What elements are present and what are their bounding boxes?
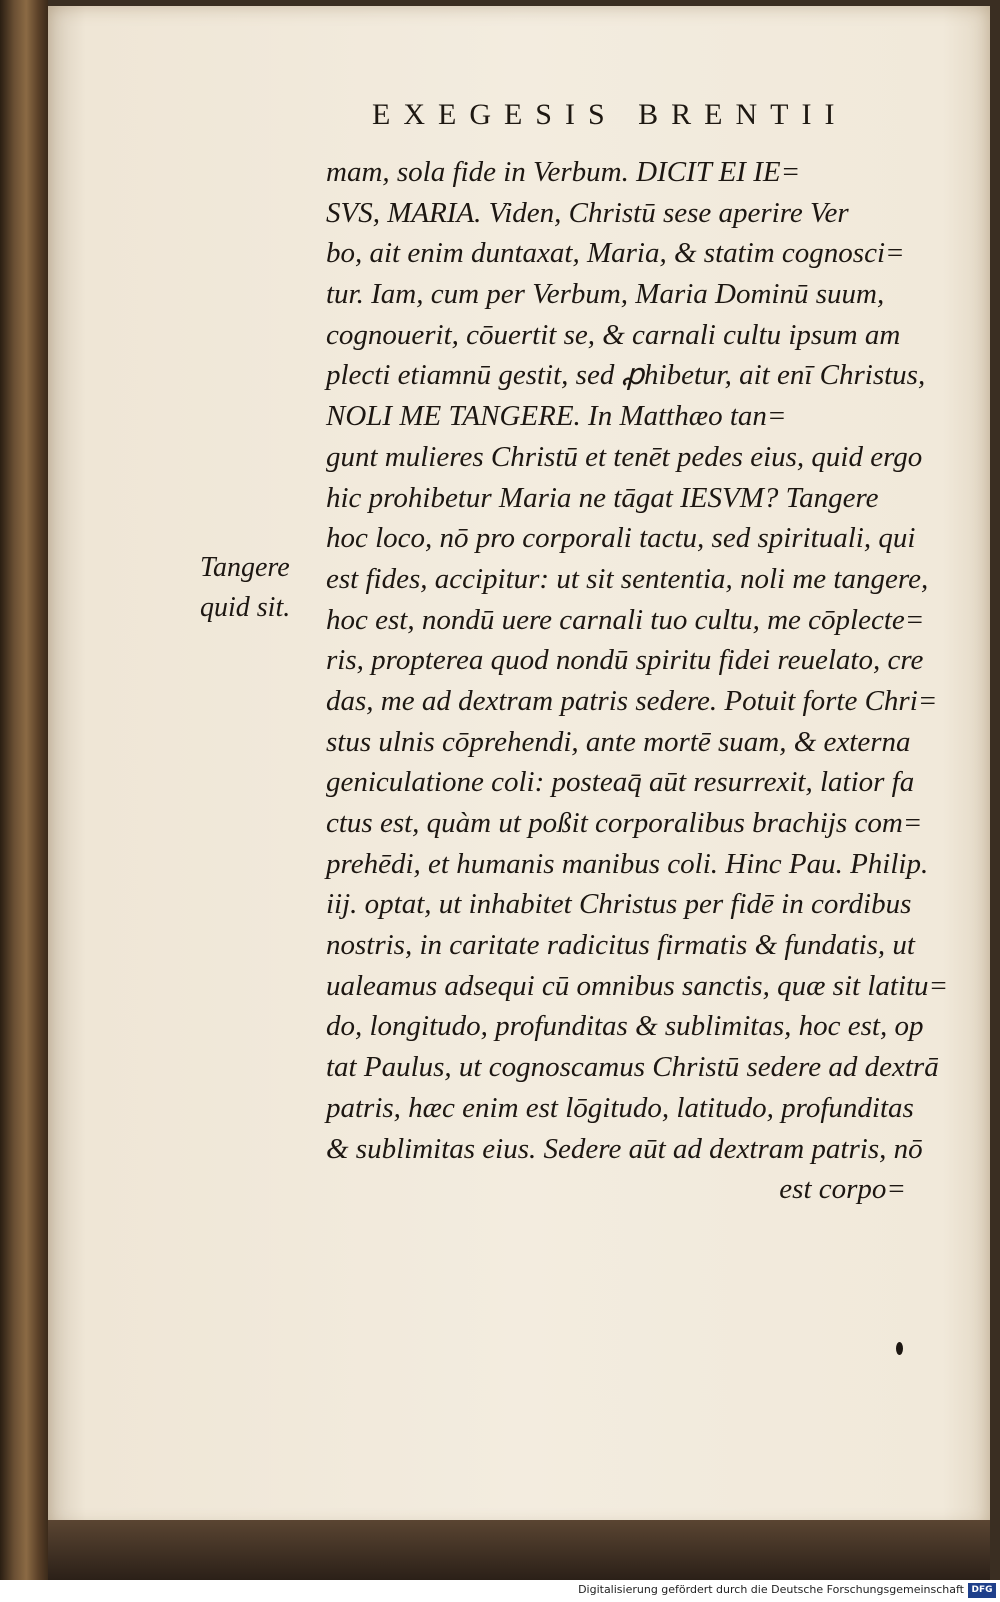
text-line: patris, hæc enim est lōgitudo, latitudo, profunditas bbox=[326, 1091, 914, 1124]
text-line: stus ulnis cōprehendi, ante mortē suam, & externa bbox=[326, 725, 911, 758]
text-line: tat Paulus, ut cognoscamus Christū sedere ad dextrā bbox=[326, 1051, 939, 1084]
text-line: NOLI ME TANGERE. In Matthæo tan= bbox=[326, 400, 787, 433]
footer-credit: Digitalisierung gefördert durch die Deutsche Forschungsgemeinschaft bbox=[578, 1583, 964, 1596]
catchword-line: est corpo= bbox=[779, 1173, 906, 1206]
text-line: cognouerit, cōuertit se, & carnali cultu ipsum am bbox=[326, 318, 901, 351]
text-line: prehēdi, et humanis manibus coli. Hinc Pau. Philip. bbox=[326, 847, 929, 880]
text-line: geniculatione coli: posteaq̄ aūt resurrexit, latior fa bbox=[326, 766, 915, 799]
footer-bar bbox=[0, 1580, 1000, 1602]
text-line: & sublimitas eius. Sedere aūt ad dextram patris, nō bbox=[326, 1132, 923, 1165]
page-bottom-shadow bbox=[48, 1520, 990, 1580]
text-line: hic prohibetur Maria ne tāgat IESVM? Tangere bbox=[326, 481, 879, 514]
text-line: tur. Iam, cum per Verbum, Maria Dominū suum, bbox=[326, 278, 885, 311]
ink-speck bbox=[896, 1342, 903, 1355]
text-line: mam, sola fide in Verbum. DICIT EI IE= bbox=[326, 156, 801, 188]
text-line: ris, propterea quod nondū spiritu fidei reuelato, cre bbox=[326, 644, 924, 677]
text-line: ualeamus adsequi cū omnibus sanctis, quæ sit latitu= bbox=[326, 969, 949, 1002]
text-line: est fides, accipitur: ut sit sententia, noli me tangere, bbox=[326, 562, 929, 595]
text-line: plecti etiamnū gestit, sed ꝓhibetur, ait enī Christus, bbox=[326, 359, 926, 392]
text-line: SVS, MARIA. Viden, Christū sese aperire Ver bbox=[326, 196, 849, 229]
margin-note-line: Tangere bbox=[200, 552, 290, 583]
margin-note-line: quid sit. bbox=[200, 592, 291, 623]
margin-note bbox=[200, 548, 320, 628]
text-line: iij. optat, ut inhabitet Christus per fidē in cordibus bbox=[326, 888, 912, 921]
dfg-logo-icon[interactable]: DFG bbox=[968, 1583, 996, 1598]
text-line: gunt mulieres Christū et tenēt pedes eius, quid ergo bbox=[326, 440, 923, 473]
body-text bbox=[326, 152, 966, 1210]
text-line: hoc loco, nō pro corporali tactu, sed spirituali, qui bbox=[326, 522, 916, 555]
text-line: ctus est, quàm ut poßit corporalibus brachijs com= bbox=[326, 807, 923, 839]
text-line: nostris, in caritate radicitus firmatis & fundatis, ut bbox=[326, 929, 915, 962]
text-line: do, longitudo, profunditas & sublimitas, hoc est, op bbox=[326, 1010, 924, 1043]
text-line: hoc est, nondū uere carnali tuo cultu, me cōplecte= bbox=[326, 603, 925, 636]
book-spine-edge bbox=[0, 0, 48, 1580]
text-line: bo, ait enim duntaxat, Maria, & statim cognosci= bbox=[326, 237, 905, 270]
text-line: das, me ad dextram patris sedere. Potuit forte Chri= bbox=[326, 684, 938, 717]
running-head: EXEGESIS BRENTII bbox=[372, 98, 848, 131]
